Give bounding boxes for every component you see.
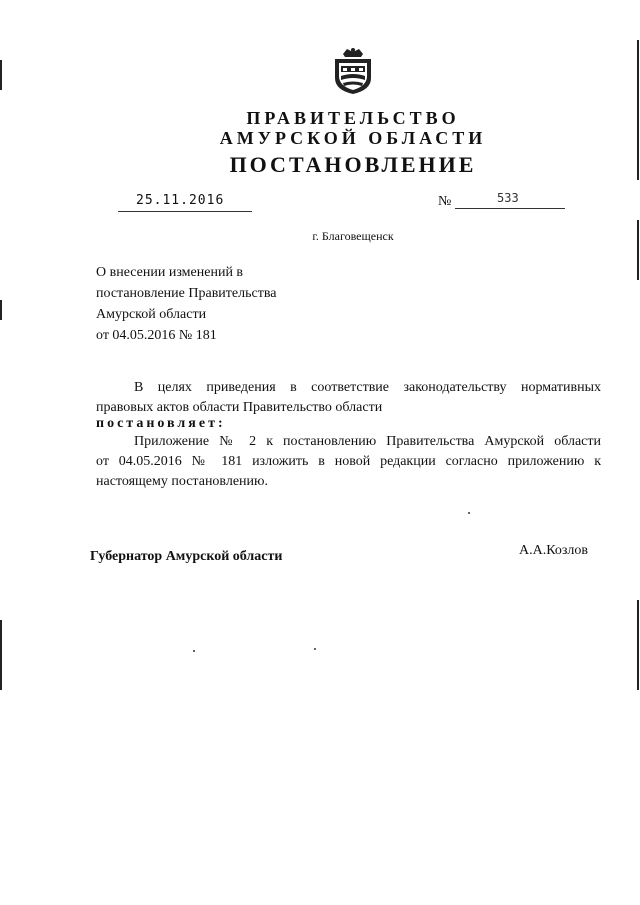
- decree-word: постановляет:: [96, 416, 226, 431]
- number-underline: [455, 208, 565, 209]
- subject-line: постановление Правительства: [96, 286, 277, 301]
- subject-line: Амурской области: [96, 307, 207, 322]
- preamble-line: В целях приведения в соответствие законодательству нормативных: [134, 380, 601, 395]
- scan-edge-mark: [0, 60, 2, 90]
- preamble-line: правовых актов области Правительство области: [96, 400, 383, 415]
- subject-line: О внесении изменений в: [96, 265, 244, 280]
- decree-line: от 04.05.2016 № 181 изложить в новой редакции согласно приложению к: [96, 454, 601, 469]
- org-name-line1: ПРАВИТЕЛЬСТВО: [246, 108, 460, 128]
- scan-speck: [193, 650, 195, 652]
- scan-edge-mark: [0, 300, 2, 320]
- scan-speck: [314, 648, 316, 650]
- decree-line: настоящему постановлению.: [96, 474, 268, 489]
- subject-line: от 04.05.2016 № 181: [96, 328, 217, 343]
- document-type-title: ПОСТАНОВЛЕНИЕ: [229, 152, 477, 177]
- coat-of-arms-emblem: [331, 46, 375, 96]
- number-label: №: [438, 194, 452, 209]
- org-name-line2: АМУРСКОЙ ОБЛАСТИ: [219, 128, 487, 148]
- scan-speck: [468, 512, 470, 514]
- document-number: 533: [497, 191, 519, 205]
- date-underline: [118, 211, 252, 212]
- scan-edge-mark: [0, 620, 2, 690]
- document-date: 25.11.2016: [136, 193, 225, 208]
- scan-edge-mark: [637, 600, 639, 690]
- document-subject: [96, 262, 276, 346]
- signatory-position: Губернатор Амурской области: [90, 549, 283, 564]
- decree-paragraph: [96, 432, 601, 492]
- city-name: г. Благовещенск: [312, 229, 394, 243]
- preamble-paragraph: [96, 378, 601, 418]
- decree-line: Приложение № 2 к постановлению Правительства Амурской области: [134, 434, 601, 449]
- signatory-name: А.А.Козлов: [519, 543, 588, 558]
